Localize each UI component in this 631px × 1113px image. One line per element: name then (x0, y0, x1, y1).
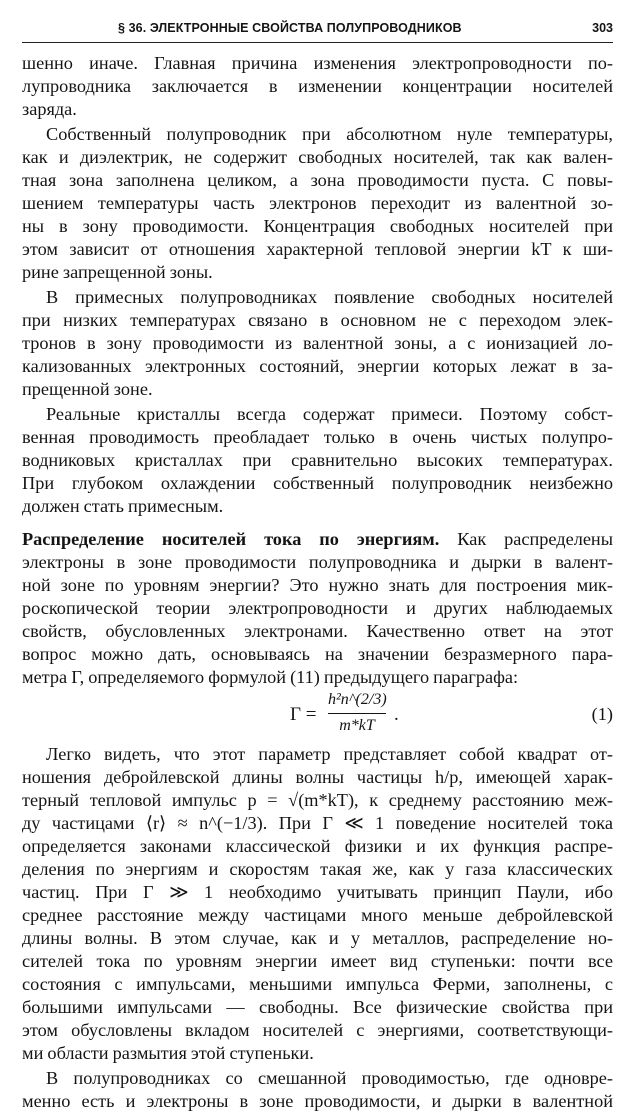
paragraph-5 (22, 528, 613, 689)
section-heading: Распределение носителей тока по энергиям. (22, 529, 440, 549)
text-line: как и диэлектрик, не содержит свободных носителей, так как вален- (22, 147, 613, 167)
paragraph-6 (22, 743, 613, 1065)
text-line: должен стать примесным. (22, 496, 224, 516)
text-line (22, 528, 613, 551)
text-line: Легко видеть, что этот параметр представляет собой квадрат от- (46, 744, 613, 764)
paragraph-7 (22, 1067, 613, 1113)
text-line: состояния с импульсами, меньшими импульса Ферми, заполнены, с (22, 974, 613, 994)
page-number: 303 (592, 21, 613, 35)
text-line: ной зоне по уровням энергии? Это нужно знать для построения мик- (22, 575, 613, 595)
formula-fraction (328, 689, 386, 736)
text-line: тная зона заполнена целиком, а зона проводимости пуста. С повы- (22, 170, 613, 190)
equation-1 (22, 689, 613, 743)
formula-lhs: Γ = (290, 704, 317, 725)
paragraph-3 (22, 286, 613, 401)
text-line: тронов в зону проводимости из валентной зоны, а с ионизацией ло- (22, 333, 613, 353)
text-line: прещенной зоне. (22, 379, 153, 399)
text-line: сителей тока по уровням энергии имеет вид ступеньки: почти все (22, 951, 613, 971)
text-line: При глубоком охлаждении собственный полупроводник неизбежно (22, 473, 613, 493)
text-line: ны в зону проводимости. Концентрация свободных носителей при (22, 216, 613, 236)
chapter-title: § 36. ЭЛЕКТРОННЫЕ СВОЙСТВА ПОЛУПРОВОДНИКОВ (118, 21, 462, 35)
text-line: В примесных полупроводниках появление свободных носителей (46, 287, 613, 307)
text-line: венная проводимость преобладает только в очень чистых полупро- (22, 427, 613, 447)
text-line: определяется законами классической физики и их функция распре- (22, 836, 613, 856)
text-line: В полупроводниках со смешанной проводимостью, где одновре- (46, 1068, 613, 1088)
text-line: роскопической теории электропроводности и других наблюдаемых (22, 598, 613, 618)
text-line: среднее расстояние между частицами много меньше дебройлевской (22, 905, 613, 925)
text-line: метра Γ, определяемого формулой (11) предыдущего параграфа: (22, 667, 519, 687)
text-line: терный тепловой импульс p = √(m*kT), к среднему расстоянию меж- (22, 790, 613, 810)
text-line: Собственный полупроводник при абсолютном нуле температуры, (46, 124, 613, 144)
text-line: частиц. При Γ ≫ 1 необходимо учитывать принцип Паули, ибо (22, 882, 613, 902)
text-line: вопрос можно дать, основываясь на значении безразмерного пара- (22, 644, 613, 664)
running-head (22, 18, 613, 43)
paragraph-4 (22, 403, 613, 518)
text-line: деления по энергиям и скоростям такая же, как у газа классических (22, 859, 613, 879)
text-line: этом обусловлены вкладом носителей с энергиями, соответствующи- (22, 1020, 613, 1040)
text-line: Реальные кристаллы всегда содержат примеси. Поэтому собст- (46, 404, 613, 424)
text-line: рине запрещенной зоны. (22, 262, 213, 282)
text-line: кализованных электронных состояний, энергии которых лежат в за- (22, 356, 613, 376)
body-text (22, 52, 613, 1113)
text-line: большими импульсами — свободны. Все физические свойства при (22, 997, 613, 1017)
equation-number: (1) (591, 704, 613, 724)
text-line: электроны в зоне проводимости полупроводника и дырки в валент- (22, 552, 613, 572)
text-line: длины волны. В этом случае, как и у металлов, распределение но- (22, 928, 613, 948)
text-line: ду частицами ⟨r⟩ ≈ n^(−1/3). При Γ ≪ 1 поведение носителей тока (22, 813, 613, 833)
text-line: ношения дебройлевской длины волны частицы h/p, имеющей харак- (22, 767, 613, 787)
text-line: менно есть и электроны в зоне проводимости, и дырки в валентной (22, 1091, 613, 1111)
paragraph-2 (22, 123, 613, 284)
text-line: этом зависит от отношения характерной тепловой энергии kT к ши- (22, 239, 613, 259)
text-line: ми области размытия этой ступеньки. (22, 1043, 314, 1063)
text-line: при низких температурах связано в основном не с переходом элек- (22, 310, 613, 330)
formula-numerator: h²n^(2/3) (328, 691, 387, 708)
paragraph-1 (22, 52, 613, 121)
text-fragment: Как распределены (457, 529, 614, 549)
formula-period: . (394, 704, 399, 725)
text-line: лупроводника заключается в изменении концентрации носителей (22, 76, 613, 96)
text-line: водниковых кристаллах при сравнительно высоких температурах. (22, 450, 613, 470)
text-line: свойств, обусловленных электронами. Качественно ответ на этот (22, 621, 613, 641)
fraction-bar (328, 713, 386, 714)
text-line: шенно иначе. Главная причина изменения электропроводности по- (22, 53, 613, 73)
formula-denominator: m*kT (339, 717, 375, 734)
text-line: заряда. (22, 99, 77, 119)
book-page (22, 0, 614, 1111)
text-line: шением температуры часть электронов переходит из валентной зо- (22, 193, 613, 213)
